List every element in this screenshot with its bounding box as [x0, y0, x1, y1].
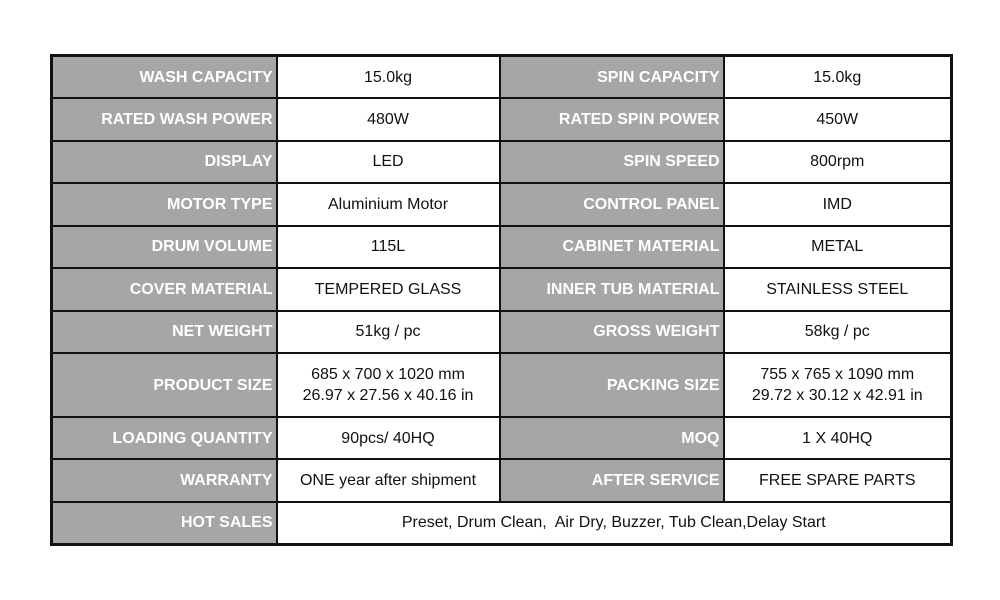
- spec-table: [50, 54, 953, 546]
- control-panel-value: IMD: [724, 183, 952, 226]
- product-size-mm: 685 x 700 x 1020 mm: [311, 366, 465, 383]
- spin-speed-value: 800rpm: [724, 141, 952, 184]
- cover-material-value: TEMPERED GLASS: [277, 268, 500, 311]
- product-size-label: PRODUCT SIZE: [52, 353, 277, 417]
- gross-weight-label: GROSS WEIGHT: [500, 311, 724, 354]
- packing-size-value: [724, 353, 952, 417]
- product-size-value: [277, 353, 500, 417]
- spec-row-display: [52, 141, 952, 184]
- packing-size-mm: 755 x 765 x 1090 mm: [760, 366, 915, 383]
- drum-volume-label: DRUM VOLUME: [52, 226, 277, 269]
- net-weight-label: NET WEIGHT: [52, 311, 277, 354]
- rated-wash-power-value: 480W: [277, 98, 500, 141]
- wash-capacity-value: 15.0kg: [277, 56, 500, 99]
- spec-row-cover-material: [52, 268, 952, 311]
- net-weight-value: 51kg / pc: [277, 311, 500, 354]
- spec-row-drum-volume: [52, 226, 952, 269]
- spec-row-warranty: [52, 459, 952, 502]
- cabinet-material-value: METAL: [724, 226, 952, 269]
- spec-row-hot-sales: [52, 502, 952, 545]
- spin-capacity-value: 15.0kg: [724, 56, 952, 99]
- spec-row-weight: [52, 311, 952, 354]
- product-size-in: 26.97 x 27.56 x 40.16 in: [302, 387, 474, 404]
- motor-type-label: MOTOR TYPE: [52, 183, 277, 226]
- wash-capacity-label: WASH CAPACITY: [52, 56, 277, 99]
- gross-weight-value: 58kg / pc: [724, 311, 952, 354]
- cabinet-material-label: CABINET MATERIAL: [500, 226, 724, 269]
- inner-tub-material-value: STAINLESS STEEL: [724, 268, 952, 311]
- cover-material-label: COVER MATERIAL: [52, 268, 277, 311]
- control-panel-label: CONTROL PANEL: [500, 183, 724, 226]
- hot-sales-label: HOT SALES: [52, 502, 277, 545]
- spin-speed-label: SPIN SPEED: [500, 141, 724, 184]
- display-value: LED: [277, 141, 500, 184]
- warranty-value: ONE year after shipment: [277, 459, 500, 502]
- spec-row-rated-power: [52, 98, 952, 141]
- rated-spin-power-value: 450W: [724, 98, 952, 141]
- moq-label: MOQ: [500, 417, 724, 460]
- rated-wash-power-label: RATED WASH POWER: [52, 98, 277, 141]
- loading-quantity-value: 90pcs/ 40HQ: [277, 417, 500, 460]
- packing-size-label: PACKING SIZE: [500, 353, 724, 417]
- motor-type-value: Aluminium Motor: [277, 183, 500, 226]
- after-service-value: FREE SPARE PARTS: [724, 459, 952, 502]
- moq-value: 1 X 40HQ: [724, 417, 952, 460]
- inner-tub-material-label: INNER TUB MATERIAL: [500, 268, 724, 311]
- loading-quantity-label: LOADING QUANTITY: [52, 417, 277, 460]
- spin-capacity-label: SPIN CAPACITY: [500, 56, 724, 99]
- packing-size-in: 29.72 x 30.12 x 42.91 in: [751, 387, 923, 404]
- spec-row-motor-type: [52, 183, 952, 226]
- hot-sales-value: Preset, Drum Clean, Air Dry, Buzzer, Tub Clean,Delay Start: [277, 502, 952, 545]
- spec-row-wash-capacity: [52, 56, 952, 99]
- spec-row-size: [52, 353, 952, 417]
- after-service-label: AFTER SERVICE: [500, 459, 724, 502]
- rated-spin-power-label: RATED SPIN POWER: [500, 98, 724, 141]
- display-label: DISPLAY: [52, 141, 277, 184]
- warranty-label: WARRANTY: [52, 459, 277, 502]
- drum-volume-value: 115L: [277, 226, 500, 269]
- spec-row-loading: [52, 417, 952, 460]
